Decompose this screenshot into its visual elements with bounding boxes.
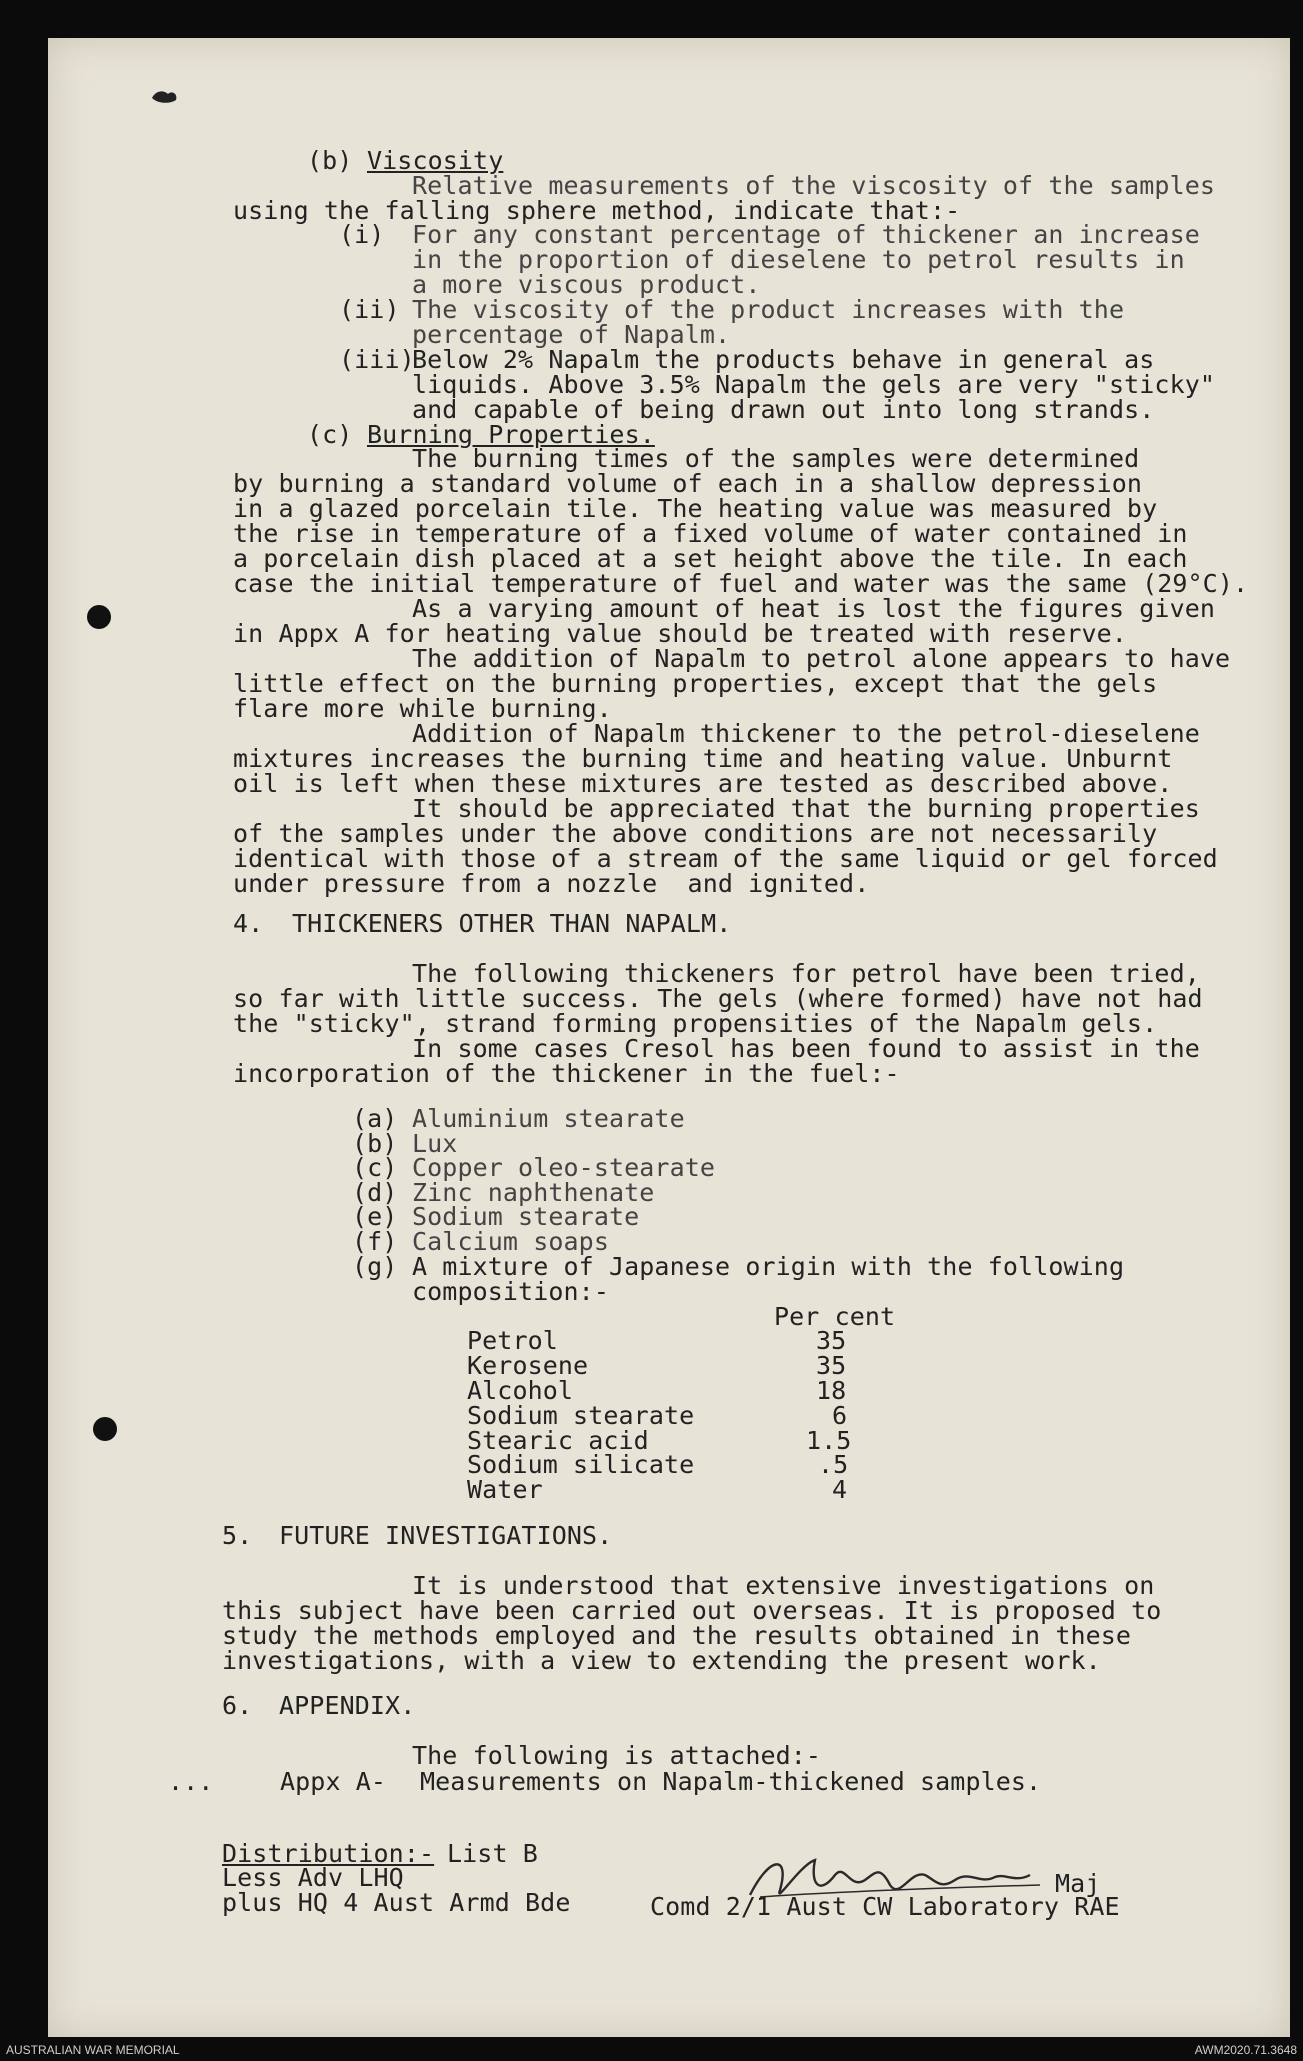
punch-hole: [93, 1417, 117, 1441]
viscosity-intro-line: Relative measurements of the viscosity of the samples: [412, 171, 1216, 200]
burning-line: case the initial temperature of fuel and water was the same (29°C).: [233, 569, 1249, 598]
ink-blot-icon: [150, 88, 180, 106]
thickener-item: Lux: [412, 1129, 458, 1158]
composition-value: 1.5: [806, 1426, 852, 1455]
burning-heading-label: (c): [307, 420, 353, 449]
section-4-para-line: In some cases Cresol has been found to assist in the: [412, 1034, 1200, 1063]
section-5-para-line: this subject have been carried out overseas. It is proposed to: [222, 1596, 1162, 1625]
thickener-label: (f): [352, 1227, 398, 1256]
distribution-line: plus HQ 4 Aust Armd Bde: [222, 1888, 571, 1917]
burning-line: a porcelain dish placed at a set height above the tile. In each: [233, 544, 1188, 573]
signature-title: Comd 2/1 Aust CW Laboratory RAE: [650, 1892, 1120, 1921]
thickener-label: (e): [352, 1202, 398, 1231]
viscosity-item-line: in the proportion of dieselene to petrol results in: [412, 245, 1185, 274]
appendix-dots: ...: [168, 1767, 214, 1796]
burning-line: of the samples under the above conditions are not necessarily: [233, 819, 1158, 848]
distribution-line: Less Adv LHQ: [222, 1863, 404, 1892]
viscosity-item-line: percentage of Napalm.: [412, 320, 731, 349]
thickener-label: (d): [352, 1178, 398, 1207]
thickener-label: (c): [352, 1153, 398, 1182]
viscosity-intro-line: using the falling sphere method, indicate that:-: [233, 196, 961, 225]
thickener-item: Copper oleo-stearate: [412, 1153, 716, 1182]
burning-line: The addition of Napalm to petrol alone appears to have: [412, 644, 1231, 673]
composition-value: .5: [818, 1450, 849, 1479]
composition-table-header: Per cent: [774, 1302, 896, 1331]
section-6-number: 6.: [222, 1691, 253, 1720]
composition-name: Sodium stearate: [467, 1401, 695, 1430]
section-4-para-line: The following thickeners for petrol have been tried,: [412, 959, 1200, 988]
burning-line: under pressure from a nozzle and ignited.: [233, 869, 870, 898]
section-5-para-line: It is understood that extensive investigations on: [412, 1571, 1155, 1600]
burning-line: It should be appreciated that the burning properties: [412, 794, 1200, 823]
viscosity-item-label: (iii): [339, 345, 415, 374]
thickener-item: Zinc naphthenate: [412, 1178, 655, 1207]
signature-rank: Maj: [1055, 1869, 1101, 1898]
burning-heading: Burning Properties.: [367, 420, 655, 449]
appendix-intro: The following is attached:-: [412, 1741, 822, 1770]
thickener-label: (a): [352, 1104, 398, 1133]
burning-line: As a varying amount of heat is lost the figures given: [412, 594, 1216, 623]
thickener-item: Calcium soaps: [412, 1227, 609, 1256]
burning-line: flare more while burning.: [233, 694, 612, 723]
burning-line: by burning a standard volume of each in a shallow depression: [233, 469, 1143, 498]
burning-line: Addition of Napalm thickener to the petrol-dieselene: [412, 719, 1200, 748]
viscosity-item-line: and capable of being drawn out into long strands.: [412, 395, 1155, 424]
composition-name: Petrol: [467, 1326, 558, 1355]
burning-line: The burning times of the samples were determined: [412, 444, 1140, 473]
thickener-item: A mixture of Japanese origin with the following: [412, 1252, 1125, 1281]
section-5-para-line: investigations, with a view to extending the present work.: [222, 1646, 1101, 1675]
section-4-para-line: so far with little success. The gels (where formed) have not had: [233, 984, 1203, 1013]
viscosity-item-line: The viscosity of the product increases with the: [412, 295, 1125, 324]
thickener-item-continued: composition:-: [412, 1277, 609, 1306]
composition-value: 35: [816, 1326, 847, 1355]
composition-name: Kerosene: [467, 1351, 589, 1380]
viscosity-heading-label: (b): [307, 146, 353, 175]
thickener-item: Sodium stearate: [412, 1202, 640, 1231]
burning-line: little effect on the burning properties, except that the gels: [233, 669, 1158, 698]
footer-right: AWM2020.71.3648: [1194, 2043, 1297, 2057]
appendix-label: Appx A-: [280, 1767, 387, 1796]
section-5-number: 5.: [222, 1521, 253, 1550]
burning-line: in Appx A for heating value should be treated with reserve.: [233, 619, 1127, 648]
viscosity-item-label: (i): [339, 220, 385, 249]
thickener-label: (g): [352, 1252, 398, 1281]
burning-line: mixtures increases the burning time and heating value. Unburnt: [233, 744, 1173, 773]
section-4-number: 4.: [233, 909, 264, 938]
burning-line: identical with those of a stream of the same liquid or gel forced: [233, 844, 1218, 873]
burning-line: in a glazed porcelain tile. The heating value was measured by: [233, 494, 1158, 523]
viscosity-item-line: For any constant percentage of thickener an increase: [412, 220, 1200, 249]
section-4-para-line: incorporation of the thickener in the fuel:-: [233, 1059, 900, 1088]
composition-value: 6: [832, 1401, 848, 1430]
section-5-para-line: study the methods employed and the results obtained in these: [222, 1621, 1132, 1650]
burning-line: the rise in temperature of a fixed volume of water contained in: [233, 519, 1188, 548]
thickener-item: Aluminium stearate: [412, 1104, 685, 1133]
viscosity-item-line: Below 2% Napalm the products behave in general as: [412, 345, 1155, 374]
viscosity-item-line: a more viscous product.: [412, 270, 761, 299]
footer-left: AUSTRALIAN WAR MEMORIAL: [6, 2043, 180, 2057]
viscosity-heading: Viscosity: [367, 146, 504, 175]
composition-value: 18: [816, 1376, 847, 1405]
burning-line: oil is left when these mixtures are tested as described above.: [233, 769, 1173, 798]
section-4-para-line: the "sticky", strand forming propensities of the Napalm gels.: [233, 1009, 1158, 1038]
section-4-title: THICKENERS OTHER THAN NAPALM.: [292, 909, 732, 938]
composition-name: Alcohol: [467, 1376, 574, 1405]
composition-value: 35: [816, 1351, 847, 1380]
composition-name: Water: [467, 1475, 543, 1504]
composition-name: Stearic acid: [467, 1426, 649, 1455]
section-6-title: APPENDIX.: [279, 1691, 416, 1720]
composition-name: Sodium silicate: [467, 1450, 695, 1479]
thickener-label: (b): [352, 1129, 398, 1158]
appendix-item: Measurements on Napalm-thickened samples.: [420, 1767, 1042, 1796]
distribution-label: Distribution:-: [222, 1839, 435, 1868]
viscosity-item-label: (ii): [339, 295, 400, 324]
section-5-title: FUTURE INVESTIGATIONS.: [279, 1521, 613, 1550]
viscosity-item-line: liquids. Above 3.5% Napalm the gels are very "sticky": [412, 370, 1216, 399]
composition-value: 4: [832, 1475, 848, 1504]
distribution-list: List B: [447, 1839, 538, 1868]
punch-hole: [87, 605, 111, 629]
